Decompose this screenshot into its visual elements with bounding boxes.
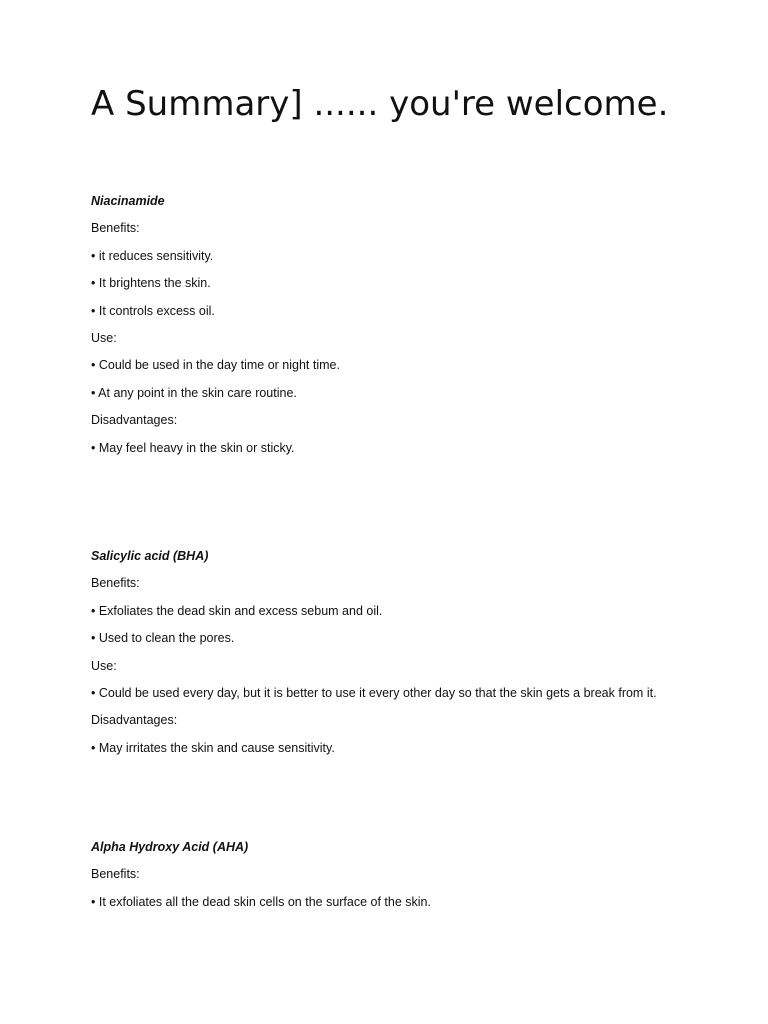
page-title: A Summary] ...... you're welcome. [91, 84, 669, 124]
list-item: • At any point in the skin care routine. [91, 385, 297, 400]
section-heading: Alpha Hydroxy Acid (AHA) [91, 840, 249, 854]
list-item: • Could be used in the day time or night time. [91, 358, 340, 373]
list-item: • it reduces sensitivity. [91, 248, 214, 263]
use-label: Use: [91, 658, 117, 673]
list-item: • It brightens the skin. [91, 276, 211, 291]
section-heading: Niacinamide [91, 194, 165, 208]
section-niacinamide [91, 192, 681, 466]
disadvantages-label: Disadvantages: [91, 413, 178, 428]
list-item: • May feel heavy in the skin or sticky. [91, 440, 295, 455]
section-heading: Salicylic acid (BHA) [91, 549, 209, 563]
benefits-label: Benefits: [91, 221, 140, 236]
list-item: • Used to clean the pores. [91, 631, 235, 646]
disadvantages-label: Disadvantages: [91, 713, 178, 728]
use-label: Use: [91, 330, 117, 345]
list-item: • May irritates the skin and cause sensitivity. [91, 740, 335, 755]
section-aha [91, 838, 681, 920]
list-item: • Exfoliates the dead skin and excess sebum and oil. [91, 603, 383, 618]
benefits-label: Benefits: [91, 576, 140, 591]
list-item: • It controls excess oil. [91, 303, 215, 318]
list-item: • It exfoliates all the dead skin cells on the surface of the skin. [91, 894, 431, 909]
section-salicylic-acid [91, 547, 681, 766]
list-item: • Could be used every day, but it is better to use it every other day so that the skin gets a break from it. [91, 685, 657, 700]
benefits-label: Benefits: [91, 867, 140, 882]
